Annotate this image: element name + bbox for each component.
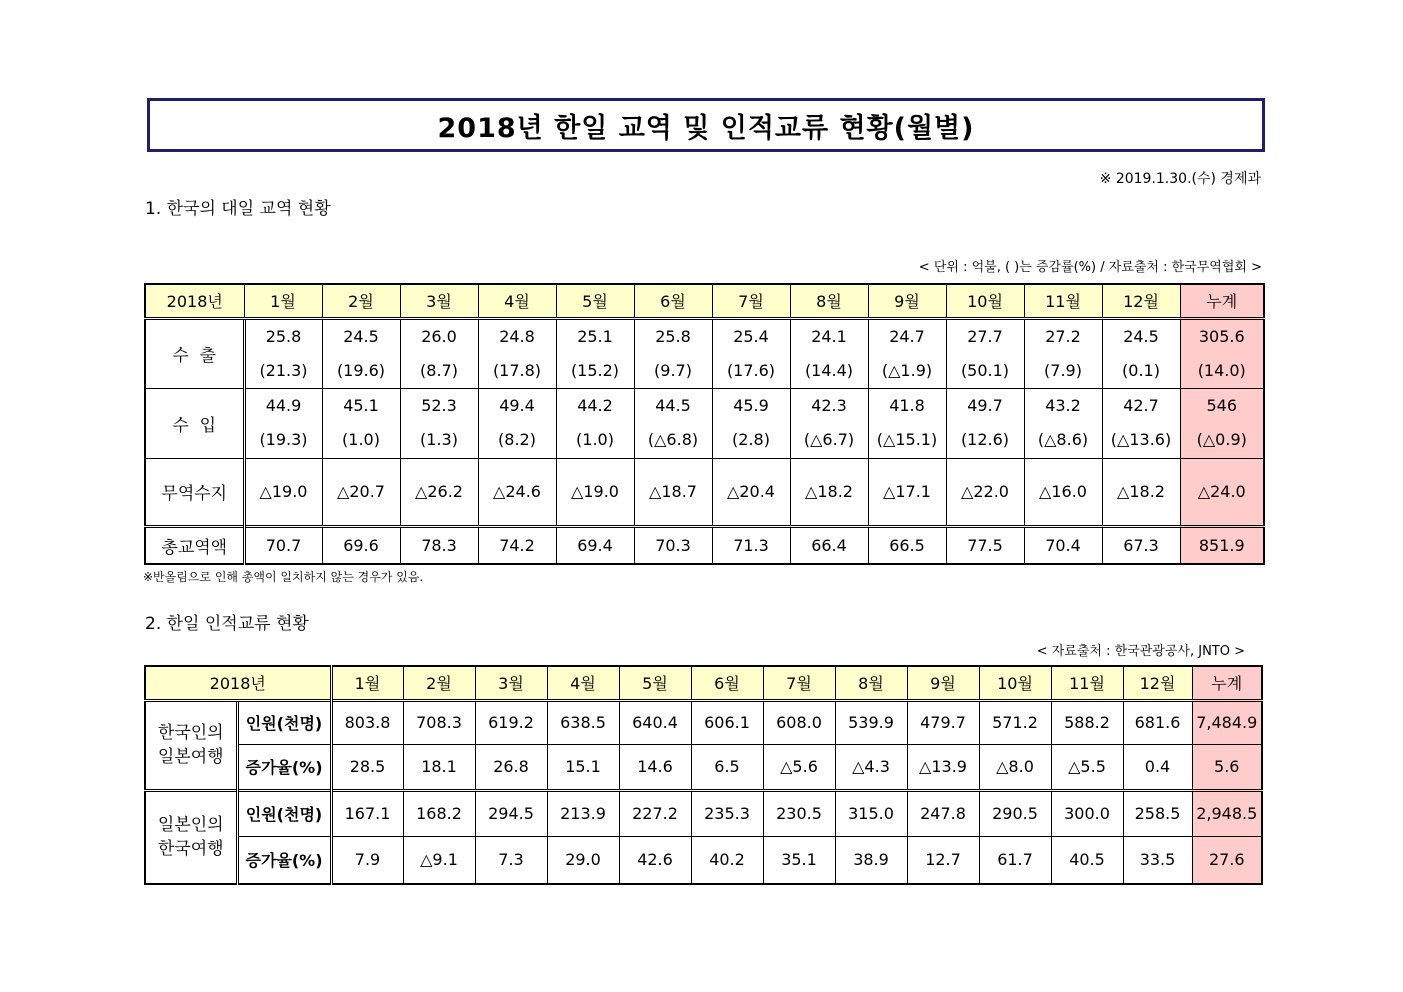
import-value: 49.7: [967, 396, 1003, 415]
total-trade-value: 67.3: [1102, 526, 1180, 564]
jp-kr-rate-value: 7.9: [331, 836, 403, 884]
jp-kr-rate-value: 35.1: [763, 836, 835, 884]
jp-kr-people-value: 258.5: [1123, 790, 1192, 836]
trade-header-month: 6월: [634, 284, 712, 318]
balance-value: △20.7: [322, 458, 400, 526]
import-rate: (△0.9): [1196, 430, 1247, 449]
jp-kr-rate-value: 61.7: [979, 836, 1051, 884]
export-cell-oct: [946, 318, 1024, 388]
kr-jp-people-value: 708.3: [403, 700, 475, 744]
section1-heading: 1. 한국의 대일 교역 현황: [145, 199, 331, 219]
import-value: 44.5: [655, 396, 691, 415]
export-rate: (50.1): [960, 360, 1010, 380]
kr-jp-group-label-line1: 한국인의: [157, 723, 224, 743]
kr-jp-rate-value: 6.5: [691, 744, 763, 790]
import-rate: (△15.1): [876, 430, 938, 449]
jp-kr-rate-value: 42.6: [619, 836, 691, 884]
export-rate: (14.0): [1197, 360, 1246, 380]
total-trade-value: 70.7: [244, 526, 322, 564]
exchange-header-month: 2월: [403, 666, 475, 700]
import-rate: (12.6): [960, 430, 1010, 449]
trade-header-month: 3월: [400, 284, 478, 318]
jp-kr-people-label: 인원(천명): [237, 790, 331, 836]
kr-jp-people-row: [145, 700, 1262, 744]
kr-jp-people-value: 608.0: [763, 700, 835, 744]
jp-kr-rate-value: 12.7: [907, 836, 979, 884]
kr-jp-people-value: 803.8: [331, 700, 403, 744]
kr-jp-rate-value: △13.9: [907, 744, 979, 790]
total-trade-value: 69.4: [556, 526, 634, 564]
import-cell-jan: [244, 388, 322, 458]
import-cell-oct: [946, 388, 1024, 458]
jp-kr-people-value: 315.0: [835, 790, 907, 836]
import-value: 44.9: [265, 396, 302, 415]
jp-kr-people-total: 2,948.5: [1192, 790, 1262, 836]
section2-source-note: < 자료출처 : 한국관광공사, JNTO >: [1036, 644, 1245, 659]
total-trade-total: 851.9: [1180, 526, 1264, 564]
export-row: [145, 318, 1264, 388]
jp-kr-people-value: 294.5: [475, 790, 547, 836]
total-trade-label: 총교역액: [145, 526, 244, 564]
export-cell-may: [556, 318, 634, 388]
balance-value: △18.2: [1102, 458, 1180, 526]
import-cell-nov: [1024, 388, 1102, 458]
section1-unit-note: < 단위 : 억불, ( )는 증감률(%) / 자료출처 : 한국무역협회 >: [918, 260, 1262, 275]
total-trade-value: 74.2: [478, 526, 556, 564]
kr-jp-rate-value: 28.5: [331, 744, 403, 790]
trade-header-year: 2018년: [145, 284, 244, 318]
export-cell-sep: [868, 318, 946, 388]
jp-kr-rate-value: 33.5: [1123, 836, 1192, 884]
export-value: 27.2: [1045, 326, 1081, 346]
balance-value: △19.0: [244, 458, 322, 526]
kr-jp-rate-value: 0.4: [1123, 744, 1192, 790]
kr-jp-rate-value: 18.1: [403, 744, 475, 790]
import-rate: (1.0): [576, 430, 614, 449]
export-rate: (△1.9): [881, 360, 933, 380]
total-trade-value: 71.3: [712, 526, 790, 564]
export-cell-mar: [400, 318, 478, 388]
kr-jp-people-label: 인원(천명): [237, 700, 331, 744]
jp-kr-rate-value: 38.9: [835, 836, 907, 884]
export-value: 305.6: [1198, 326, 1245, 346]
export-cell-jul: [712, 318, 790, 388]
jp-kr-people-value: 168.2: [403, 790, 475, 836]
jp-kr-rate-value: 7.3: [475, 836, 547, 884]
kr-jp-people-value: 638.5: [547, 700, 619, 744]
trade-header-month: 10월: [946, 284, 1024, 318]
kr-jp-rate-value: 26.8: [475, 744, 547, 790]
date-note: ※ 2019.1.30.(수) 경제과: [1099, 171, 1261, 187]
kr-jp-rate-value: △8.0: [979, 744, 1051, 790]
import-cell-sep: [868, 388, 946, 458]
export-cell-jan: [244, 318, 322, 388]
import-rate: (1.0): [342, 430, 380, 449]
exchange-header-month: 1월: [331, 666, 403, 700]
total-trade-value: 77.5: [946, 526, 1024, 564]
import-row: [145, 388, 1264, 458]
import-value: 45.9: [733, 396, 769, 415]
export-cell-nov: [1024, 318, 1102, 388]
export-cell-jun: [634, 318, 712, 388]
exchange-header-month: 9월: [907, 666, 979, 700]
exchange-header-year: 2018년: [145, 666, 331, 700]
import-cell-jun: [634, 388, 712, 458]
total-trade-value: 66.4: [790, 526, 868, 564]
export-value: 24.5: [343, 326, 379, 346]
total-trade-value: 66.5: [868, 526, 946, 564]
kr-jp-rate-value: 14.6: [619, 744, 691, 790]
kr-jp-people-value: 479.7: [907, 700, 979, 744]
export-value: 26.0: [421, 326, 457, 346]
trade-header-row: [145, 284, 1264, 318]
import-cell-jul: [712, 388, 790, 458]
kr-jp-rate-value: 15.1: [547, 744, 619, 790]
import-cell-may: [556, 388, 634, 458]
balance-value: △24.6: [478, 458, 556, 526]
import-label: 수 입: [145, 388, 244, 458]
exchange-header-total: 누계: [1192, 666, 1262, 700]
trade-header-month: 8월: [790, 284, 868, 318]
trade-table: [144, 283, 1265, 565]
jp-kr-people-value: 290.5: [979, 790, 1051, 836]
kr-jp-people-value: 640.4: [619, 700, 691, 744]
import-value: 43.2: [1045, 396, 1081, 415]
exchange-header-month: 7월: [763, 666, 835, 700]
import-cell-apr: [478, 388, 556, 458]
kr-jp-group-label: [145, 700, 237, 790]
jp-kr-rate-value: 40.5: [1051, 836, 1123, 884]
exchange-header-month: 11월: [1051, 666, 1123, 700]
exchange-table: [144, 665, 1263, 885]
kr-jp-rate-value: △4.3: [835, 744, 907, 790]
exchange-header-month: 4월: [547, 666, 619, 700]
jp-kr-rate-total: 27.6: [1192, 836, 1262, 884]
exchange-header-month: 6월: [691, 666, 763, 700]
total-trade-value: 69.6: [322, 526, 400, 564]
exchange-header-row: [145, 666, 1262, 700]
kr-jp-people-total: 7,484.9: [1192, 700, 1262, 744]
import-rate: (1.3): [420, 430, 458, 449]
balance-value: △20.4: [712, 458, 790, 526]
export-value: 25.1: [577, 326, 613, 346]
kr-jp-people-value: 681.6: [1123, 700, 1192, 744]
exchange-header-month: 3월: [475, 666, 547, 700]
page-title: 2018년 한일 교역 및 인적교류 현황(월별): [147, 98, 1265, 152]
kr-jp-people-value: 606.1: [691, 700, 763, 744]
import-value: 49.4: [499, 396, 535, 415]
export-rate: (17.8): [492, 360, 542, 380]
jp-kr-people-value: 300.0: [1051, 790, 1123, 836]
export-cell-apr: [478, 318, 556, 388]
export-rate: (7.9): [1044, 360, 1082, 380]
section2-heading: 2. 한일 인적교류 현황: [145, 614, 309, 634]
export-value: 24.5: [1123, 326, 1159, 346]
jp-kr-people-value: 227.2: [619, 790, 691, 836]
total-trade-row: [145, 526, 1264, 564]
trade-header-month: 7월: [712, 284, 790, 318]
balance-total: △24.0: [1180, 458, 1264, 526]
kr-jp-people-value: 571.2: [979, 700, 1051, 744]
export-value: 25.8: [655, 326, 691, 346]
import-rate: (8.2): [498, 430, 536, 449]
import-cell-mar: [400, 388, 478, 458]
import-value: 44.2: [577, 396, 613, 415]
kr-jp-people-value: 588.2: [1051, 700, 1123, 744]
export-value: 24.8: [499, 326, 535, 346]
kr-jp-rate-row: [145, 744, 1262, 790]
jp-kr-group-label: [145, 790, 237, 884]
balance-value: △26.2: [400, 458, 478, 526]
total-trade-value: 78.3: [400, 526, 478, 564]
import-rate: (△13.6): [1110, 430, 1172, 449]
export-value: 25.8: [265, 326, 302, 346]
export-rate: (17.6): [726, 360, 776, 380]
jp-kr-people-value: 247.8: [907, 790, 979, 836]
export-rate: (19.6): [336, 360, 386, 380]
balance-value: △17.1: [868, 458, 946, 526]
import-rate: (2.8): [732, 430, 770, 449]
export-rate: (14.4): [804, 360, 854, 380]
kr-jp-rate-value: △5.6: [763, 744, 835, 790]
export-cell-dec: [1102, 318, 1180, 388]
export-rate: (15.2): [570, 360, 620, 380]
import-cell-feb: [322, 388, 400, 458]
export-rate: (9.7): [654, 360, 692, 380]
import-rate: (△6.7): [803, 430, 855, 449]
export-rate: (8.7): [420, 360, 458, 380]
exchange-header-month: 5월: [619, 666, 691, 700]
jp-kr-group-label-line1: 일본인의: [157, 815, 224, 836]
jp-kr-people-value: 235.3: [691, 790, 763, 836]
balance-value: △16.0: [1024, 458, 1102, 526]
exchange-header-month: 10월: [979, 666, 1051, 700]
export-label: 수 출: [145, 318, 244, 388]
total-trade-value: 70.3: [634, 526, 712, 564]
balance-label: 무역수지: [145, 458, 244, 526]
export-value: 27.7: [967, 326, 1003, 346]
trade-header-total: 누계: [1180, 284, 1264, 318]
exchange-header-month: 8월: [835, 666, 907, 700]
import-value: 41.8: [889, 396, 925, 415]
jp-kr-rate-row: [145, 836, 1262, 884]
kr-jp-group-label-line2: 일본여행: [157, 747, 224, 767]
jp-kr-rate-value: 29.0: [547, 836, 619, 884]
balance-value: △19.0: [556, 458, 634, 526]
export-value: 25.4: [733, 326, 769, 346]
export-value: 24.1: [811, 326, 847, 346]
import-value: 42.3: [811, 396, 847, 415]
export-rate: (21.3): [259, 360, 308, 380]
import-value: 546: [1206, 396, 1238, 415]
import-rate: (△8.6): [1037, 430, 1089, 449]
import-value: 52.3: [421, 396, 457, 415]
import-cell-dec: [1102, 388, 1180, 458]
jp-kr-rate-value: 40.2: [691, 836, 763, 884]
import-rate: (△6.8): [647, 430, 699, 449]
kr-jp-rate-label: 증가율(%): [237, 744, 331, 790]
section1-footnote: ※반올림으로 인해 총액이 일치하지 않는 경우가 있음.: [143, 570, 424, 584]
trade-header-month: 5월: [556, 284, 634, 318]
jp-kr-people-value: 230.5: [763, 790, 835, 836]
import-cell-aug: [790, 388, 868, 458]
export-cell-aug: [790, 318, 868, 388]
trade-header-month: 11월: [1024, 284, 1102, 318]
trade-header-month: 9월: [868, 284, 946, 318]
jp-kr-rate-value: △9.1: [403, 836, 475, 884]
kr-jp-people-value: 539.9: [835, 700, 907, 744]
balance-row: [145, 458, 1264, 526]
import-rate: (19.3): [259, 430, 308, 449]
balance-value: △22.0: [946, 458, 1024, 526]
export-cell-total: [1180, 318, 1264, 388]
import-cell-total: [1180, 388, 1264, 458]
export-value: 24.7: [889, 326, 925, 346]
import-value: 45.1: [343, 396, 379, 415]
jp-kr-group-label-line2: 한국여행: [157, 839, 224, 860]
jp-kr-people-value: 167.1: [331, 790, 403, 836]
balance-value: △18.2: [790, 458, 868, 526]
kr-jp-rate-total: 5.6: [1192, 744, 1262, 790]
trade-header-month: 4월: [478, 284, 556, 318]
jp-kr-people-row: [145, 790, 1262, 836]
balance-value: △18.7: [634, 458, 712, 526]
trade-header-month: 2월: [322, 284, 400, 318]
export-rate: (0.1): [1122, 360, 1160, 380]
trade-header-month: 12월: [1102, 284, 1180, 318]
kr-jp-rate-value: △5.5: [1051, 744, 1123, 790]
exchange-header-month: 12월: [1123, 666, 1192, 700]
jp-kr-rate-label: 증가율(%): [237, 836, 331, 884]
jp-kr-people-value: 213.9: [547, 790, 619, 836]
trade-header-month: 1월: [244, 284, 322, 318]
total-trade-value: 70.4: [1024, 526, 1102, 564]
import-value: 42.7: [1123, 396, 1159, 415]
kr-jp-people-value: 619.2: [475, 700, 547, 744]
export-cell-feb: [322, 318, 400, 388]
